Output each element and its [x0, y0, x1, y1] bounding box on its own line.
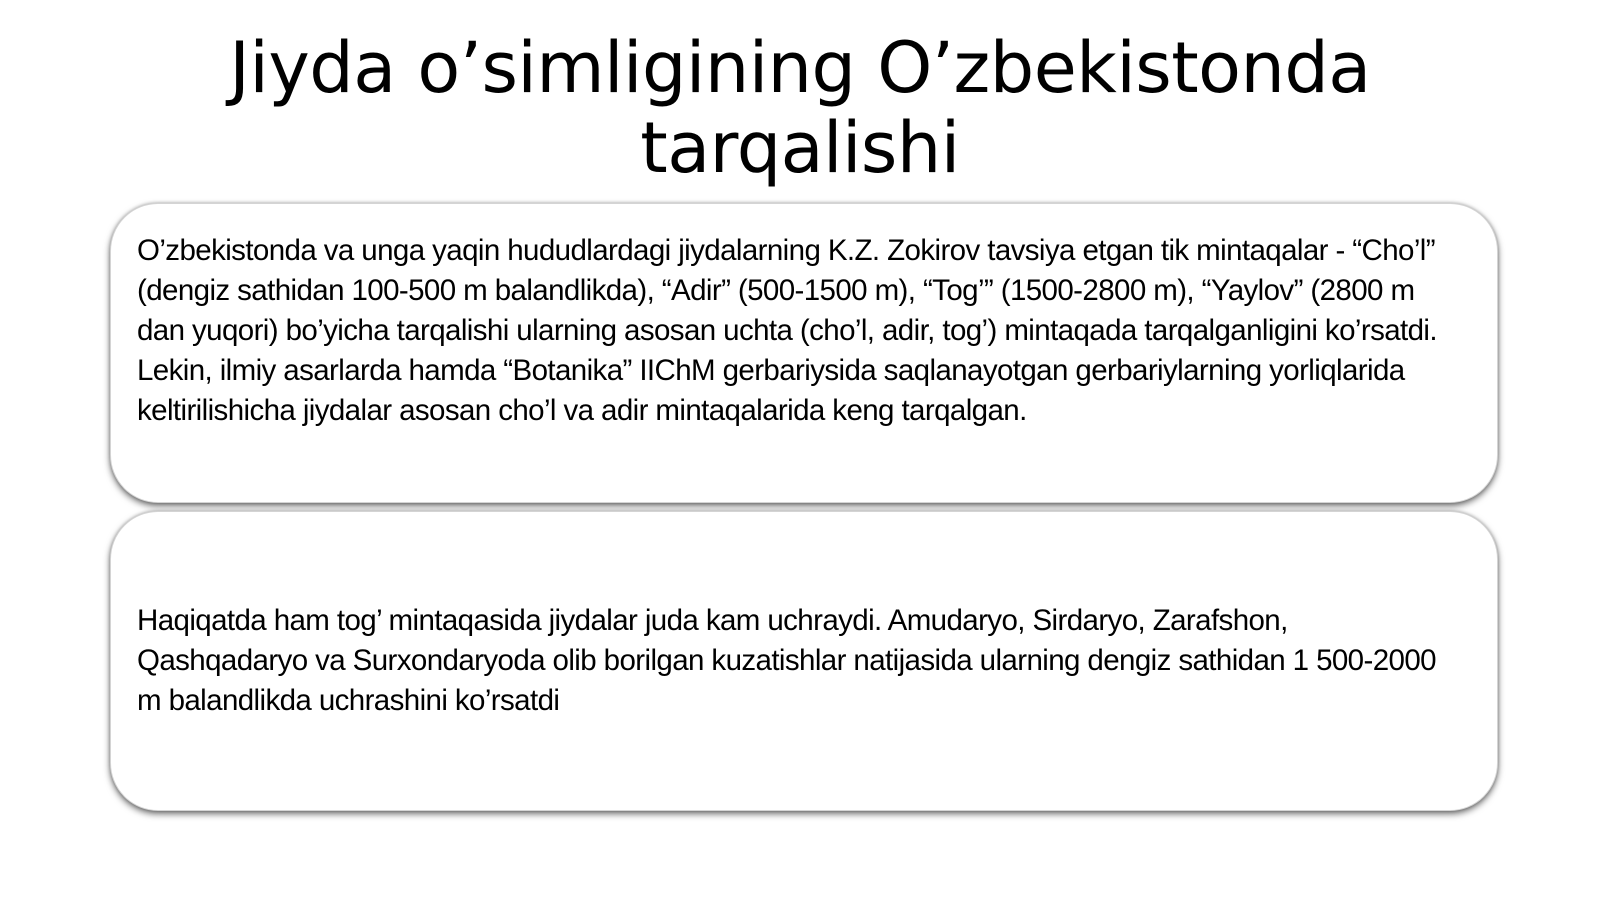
text-box-distribution-zones — [110, 203, 1498, 503]
slide-title: Jiyda o’simligining O’zbekistonda tarqalishi — [229, 27, 1371, 189]
text-box-mountain-observations — [110, 511, 1498, 811]
paragraph-distribution-zones: O’zbekistonda va unga yaqin hududlardagi jiydalarning K.Z. Zokirov tavsiya etgan tik mintaqalar - “Cho’l” (dengiz sathidan 100-500 m balandlikda), “Adir” (500-1500 m), “Tog’” (1500-2800 m), “Yaylov” (2800 m dan yuqori) bo’yicha tarqalishi ularning asosan uchta (cho’l, adir, tog’) mintaqada tarqalganligini ko’rsatdi. Lekin, ilmiy asarlarda hamda “Botanika” IIChM gerbariysida saqlanayotgan gerbariylarning yorliqlarida keltirilishicha jiydalar asosan cho’l va adir mintaqalarida keng tarqalgan. — [137, 234, 1437, 427]
paragraph-mountain-observations: Haqiqatda ham tog’ mintaqasida jiydalar juda kam uchraydi. Amudaryo, Sirdaryo, Zarafshon, Qashqadaryo va Surxondaryoda olib borilgan kuzatishlar natijasida ularning dengiz sathidan 1 500-2000 m balandlikda uchrashini ko’rsatdi — [137, 604, 1436, 717]
